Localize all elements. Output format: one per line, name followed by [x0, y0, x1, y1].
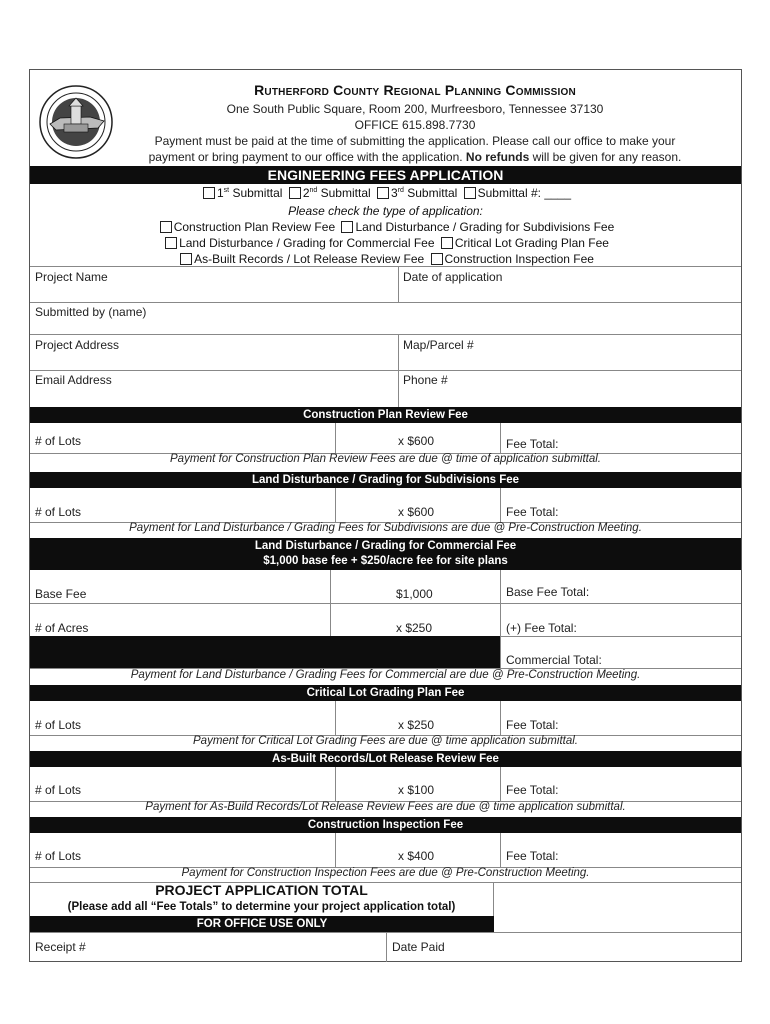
application-type-prompt: Please check the type of application:: [288, 204, 483, 218]
critical-lot-fee-total[interactable]: Fee Total:: [506, 718, 559, 732]
construction-plan-checkbox[interactable]: [160, 221, 172, 233]
critical-lot-note: Payment for Critical Lot Grading Fees are due @ time application submittal.: [193, 735, 578, 747]
critical-lot-checkbox[interactable]: [441, 237, 453, 249]
construction-plan-lots-field[interactable]: # of Lots: [35, 434, 82, 448]
construction-plan-title: Construction Plan Review Fee: [30, 407, 741, 423]
ld-commercial-title: Land Disturbance / Grading for Commercial Fee: [254, 540, 517, 552]
critical-lot-title: Critical Lot Grading Plan Fee: [30, 685, 741, 701]
project-total-instruction: (Please add all “Fee Totals” to determine your project application total): [67, 901, 456, 913]
base-fee-total[interactable]: Base Fee Total:: [506, 585, 590, 599]
ld-subdivisions-checkbox[interactable]: [341, 221, 353, 233]
ld-subdivisions-note: Payment for Land Disturbance / Grading Fees for Subdivisions are due @ Pre-Construction Meeting.: [129, 522, 642, 534]
payment-notice-line2: payment or bring payment to our office with the application. No refunds will be given for any reason.: [148, 150, 682, 164]
ld-commercial-note: Payment for Land Disturbance / Grading Fees for Commercial are due @ Pre-Construction Meeting.: [130, 669, 641, 681]
project-total-block: [30, 882, 494, 916]
first-submittal-checkbox[interactable]: [203, 187, 215, 199]
commission-address: One South Public Square, Room 200, Murfreesboro, Tennessee 37130: [226, 102, 604, 116]
base-fee-label: Base Fee: [35, 587, 87, 601]
as-built-rate: x $100: [398, 783, 435, 797]
as-built-checkbox[interactable]: [180, 253, 192, 265]
ld-commercial-checkbox[interactable]: [165, 237, 177, 249]
date-paid-field[interactable]: Date Paid: [392, 940, 445, 954]
construction-inspection-rate: x $400: [398, 849, 435, 863]
ld-subdivisions-title: Land Disturbance / Grading for Subdivisions Fee: [30, 472, 741, 488]
email-address-field[interactable]: Email Address: [35, 373, 112, 387]
construction-plan-fee-total[interactable]: Fee Total:: [506, 437, 559, 451]
as-built-fee-total[interactable]: Fee Total:: [506, 783, 559, 797]
application-type-row3: As-Built Records / Lot Release Review Fee Construction Inspection Fee: [30, 252, 741, 266]
engineering-fees-form: [29, 69, 742, 962]
as-built-lots-field[interactable]: # of Lots: [35, 783, 82, 797]
acre-fee-total[interactable]: (+) Fee Total:: [506, 621, 577, 635]
base-fee-rate: $1,000: [396, 587, 433, 601]
date-of-application-field[interactable]: Date of application: [403, 270, 503, 284]
construction-inspection-note: Payment for Construction Inspection Fees are due @ Pre-Construction Meeting.: [181, 867, 590, 879]
construction-inspection-checkbox[interactable]: [431, 253, 443, 265]
phone-field[interactable]: Phone #: [403, 373, 448, 387]
second-submittal-checkbox[interactable]: [289, 187, 301, 199]
commercial-total[interactable]: Commercial Total:: [506, 653, 602, 667]
submittal-options: 1st Submittal 2nd Submittal 3rd Submittal Submittal #: ____: [30, 186, 741, 200]
construction-plan-note: Payment for Construction Plan Review Fees are due @ time of application submittal.: [170, 453, 601, 465]
acres-field[interactable]: # of Acres: [35, 621, 89, 635]
project-address-field[interactable]: Project Address: [35, 338, 120, 352]
office-use-title: FOR OFFICE USE ONLY: [30, 916, 494, 932]
receipt-field[interactable]: Receipt #: [35, 940, 86, 954]
no-refunds-text: No refunds: [465, 150, 530, 164]
submitted-by-field[interactable]: Submitted by (name): [35, 305, 147, 319]
application-type-row2: Land Disturbance / Grading for Commercial Fee Critical Lot Grading Plan Fee: [30, 236, 741, 250]
ld-subdivisions-fee-total[interactable]: Fee Total:: [506, 505, 559, 519]
ld-commercial-header: [30, 538, 741, 570]
submittal-number-label: Submittal #: ____: [477, 186, 572, 200]
acre-rate: x $250: [396, 621, 433, 635]
construction-inspection-lots-field[interactable]: # of Lots: [35, 849, 82, 863]
project-total-input[interactable]: [495, 882, 741, 916]
ld-subdivisions-rate: x $600: [398, 505, 435, 519]
commercial-shaded-block: [30, 636, 500, 668]
construction-inspection-title: Construction Inspection Fee: [30, 817, 741, 833]
critical-lot-rate: x $250: [398, 718, 435, 732]
office-phone: OFFICE 615.898.7730: [354, 118, 476, 132]
commission-title: Rutherford County Regional Planning Commission: [254, 82, 576, 98]
as-built-note: Payment for As-Build Records/Lot Release Review Fees are due @ time application submittal.: [145, 801, 626, 813]
as-built-title: As-Built Records/Lot Release Review Fee: [30, 751, 741, 767]
map-parcel-field[interactable]: Map/Parcel #: [403, 338, 474, 352]
application-title: ENGINEERING FEES APPLICATION: [30, 166, 741, 184]
ld-subdivisions-lots-field[interactable]: # of Lots: [35, 505, 82, 519]
construction-inspection-fee-total[interactable]: Fee Total:: [506, 849, 559, 863]
construction-plan-rate: x $600: [398, 434, 435, 448]
ld-commercial-subtitle: $1,000 base fee + $250/acre fee for site plans: [263, 555, 508, 567]
project-total-title: PROJECT APPLICATION TOTAL: [155, 882, 368, 898]
project-name-field[interactable]: Project Name: [35, 270, 108, 284]
critical-lot-lots-field[interactable]: # of Lots: [35, 718, 82, 732]
payment-notice-line1: Payment must be paid at the time of submitting the application. Please call our office to make your: [154, 134, 676, 148]
third-submittal-checkbox[interactable]: [377, 187, 389, 199]
application-type-row1: Construction Plan Review Fee Land Disturbance / Grading for Subdivisions Fee: [30, 220, 741, 234]
submittal-number-checkbox[interactable]: [464, 187, 476, 199]
